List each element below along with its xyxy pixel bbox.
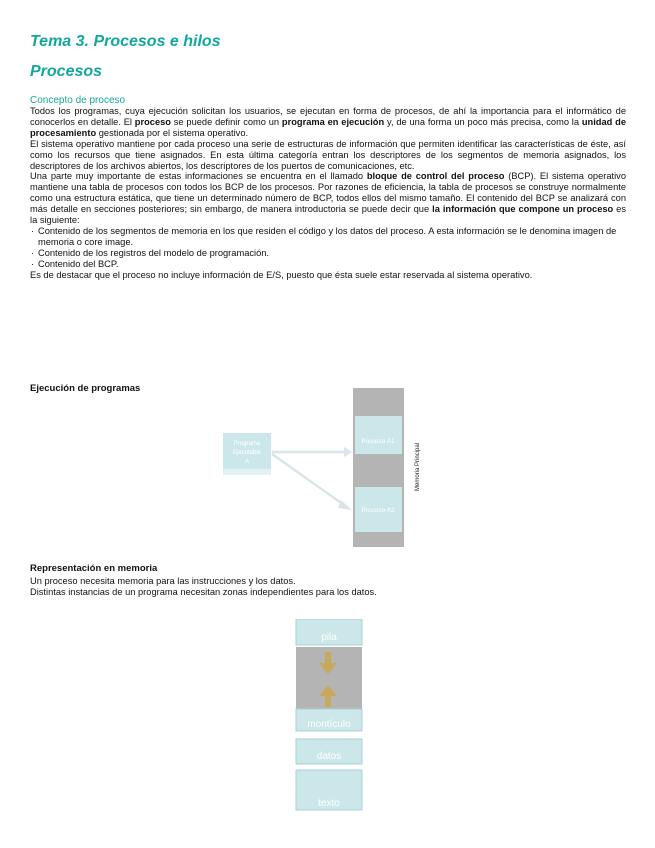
execution-diagram bbox=[220, 388, 430, 550]
program-label-line-1: Programa bbox=[233, 441, 261, 447]
repr-text bbox=[30, 576, 377, 598]
section-title: Procesos bbox=[30, 63, 103, 80]
paragraph-2: El sistema operativo mantiene por cada proceso una serie de estructuras de información que permiten identificar las características de éste, así como los recursos que tiene asignados. En esta última categoría entran los descriptores de los segmentos de memoria asignados, los descriptores de los archivos abiertos, los descriptores de los puertos de comunicaciones, etc. bbox=[30, 138, 626, 171]
page-title: Tema 3. Procesos e hilos bbox=[30, 33, 221, 50]
arrow-to-a2 bbox=[272, 454, 344, 505]
up-arrow-shaft bbox=[325, 695, 331, 707]
program-label-line-3: A bbox=[244, 459, 250, 465]
memory-label: Memoria Principal bbox=[415, 442, 421, 492]
repr-line-1: Un proceso necesita memoria para las instrucciones y los datos. bbox=[30, 576, 296, 586]
subsection-title: Concepto de proceso bbox=[30, 95, 126, 106]
pila-label: pila bbox=[321, 632, 337, 643]
list-item: · Contenido de los registros del modelo de programación. bbox=[30, 248, 626, 259]
memory-layout-diagram bbox=[294, 619, 366, 813]
body-text bbox=[30, 106, 626, 281]
arrow-to-a1-head bbox=[344, 447, 352, 457]
process-a2-label: Proceso A2 bbox=[361, 507, 395, 514]
list-item: · Contenido del BCP. bbox=[30, 259, 626, 270]
paragraph-1: Todos los programas, cuya ejecución solicitan los usuarios, se ejecutan en forma de procesos, de ahí la importancia para el informático de conocerlos en detalle. El proceso se puede definir como un programa en ejecución y, de una forma un poco más precisa, como la unidad de procesamiento gestionada por el sistema operativo. bbox=[30, 106, 626, 138]
list-item: · Contenido de los segmentos de memoria en los que residen el código y los datos del proceso. A esta información se le denomina imagen de memoria o core image. bbox=[30, 226, 626, 248]
datos-label: datos bbox=[316, 751, 342, 762]
process-a1-box bbox=[355, 416, 402, 454]
process-a1-label: Proceso A1 bbox=[361, 438, 395, 445]
down-arrow-shaft bbox=[325, 652, 331, 664]
repr-line-2: Distintas instancias de un programa necesitan zonas independientes para los datos. bbox=[30, 587, 377, 597]
texto-label: texto bbox=[318, 798, 340, 809]
repr-heading: Representación en memoria bbox=[30, 563, 158, 574]
paragraph-3: Una parte muy importante de estas informaciones se encuentra en el llamado bloque de control del proceso (BCP). El sistema operativo mantiene una tabla de procesos con todos los BCP de los procesos. Por razones de eficiencia, la tabla de procesos se construye normalmente como una estructura estática, que tiene un determinado número de BCP, todos ellos del mismo tamaño. El contenido del BCP se analizará con más detalle en secciones posteriores; sin embargo, de manera introductoria se puede decir que la información que compone un proceso es la siguiente: bbox=[30, 171, 627, 226]
paragraph-4: Es de destacar que el proceso no incluye información de E/S, puesto que ésta suele estar reservada al sistema operativo. bbox=[30, 269, 533, 280]
info-list bbox=[30, 226, 626, 270]
exec-heading: Ejecución de programas bbox=[30, 383, 141, 394]
monticulo-label: montículo bbox=[307, 719, 351, 730]
program-label-line-2: Ejecutable bbox=[232, 450, 262, 456]
